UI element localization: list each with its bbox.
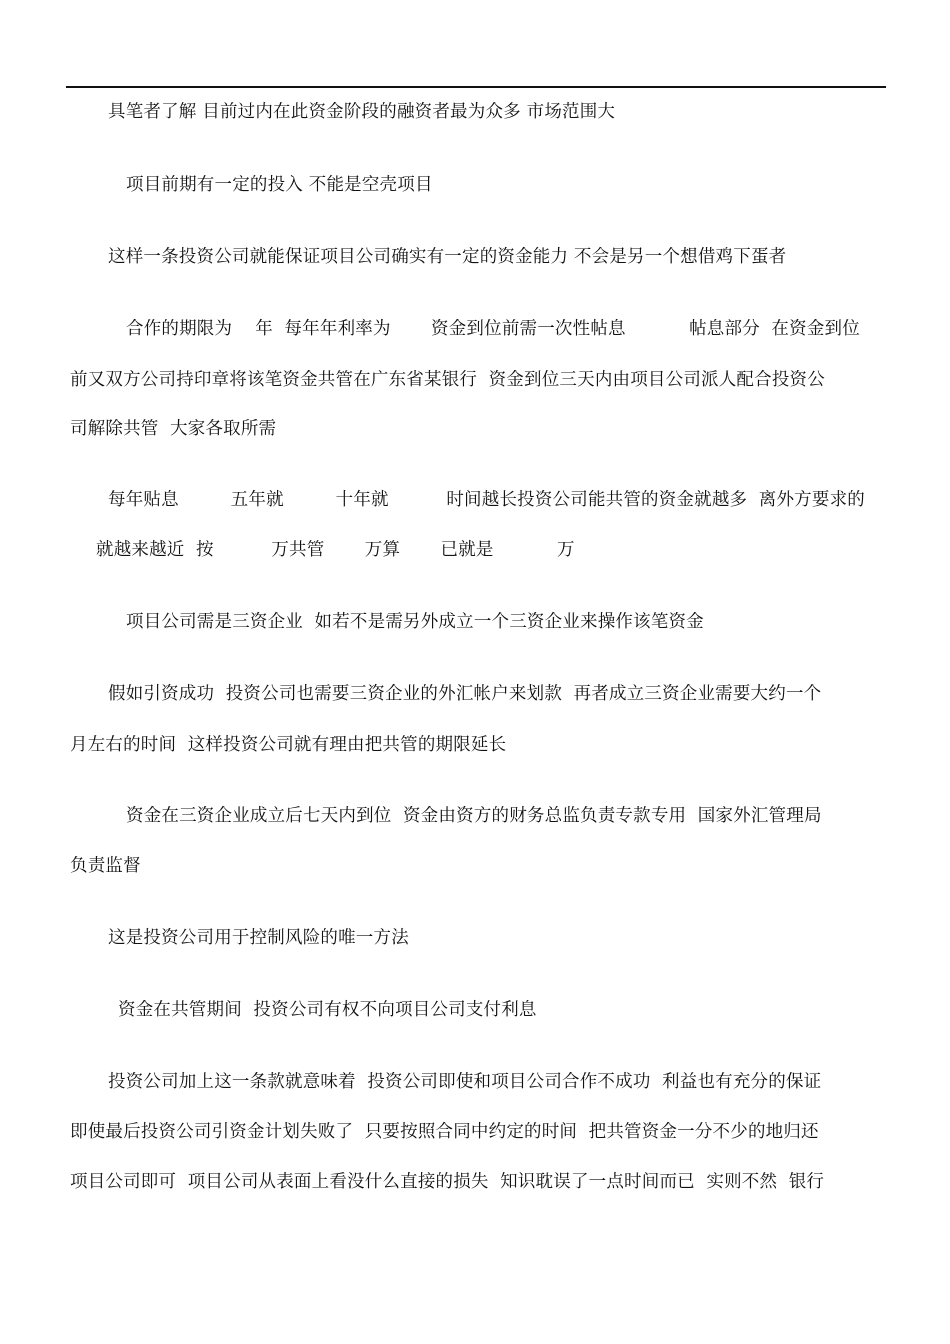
text-line: 即使最后投资公司引资金计划失败了 只要按照合同中约定的时间 把共管资金一分不少的地归还 — [70, 1122, 819, 1142]
text-line: 投资公司加上这一条款就意味着 投资公司即使和项目公司合作不成功 利益也有充分的保证 — [108, 1072, 822, 1092]
text-line: 资金在共管期间 投资公司有权不向项目公司支付利息 — [118, 1000, 537, 1020]
text-line: 资金在三资企业成立后七天内到位 资金由资方的财务总监负责专款专用 国家外汇管理局 — [126, 806, 822, 826]
text-line: 就越来越近 按 万共管 万算 已就是 万 — [96, 540, 575, 560]
text-line: 具笔者了解 目前过内在此资金阶段的融资者最为众多 市场范围大 — [108, 102, 616, 122]
text-line: 司解除共管 大家各取所需 — [70, 419, 277, 439]
text-line: 假如引资成功 投资公司也需要三资企业的外汇帐户来划款 再者成立三资企业需要大约一个 — [108, 684, 822, 704]
text-line: 合作的期限为 年 每年年利率为 资金到位前需一次性帖息 帖息部分 在资金到位 — [126, 319, 860, 339]
text-line: 前又双方公司持印章将该笔资金共管在广东省某银行 资金到位三天内由项目公司派人配合投资公 — [70, 370, 825, 390]
text-line: 每年贴息 五年就 十年就 时间越长投资公司能共管的资金就越多 离外方要求的 — [108, 490, 865, 510]
text-line: 项目公司需是三资企业 如若不是需另外成立一个三资企业来操作该笔资金 — [126, 612, 704, 632]
header-rule — [66, 86, 886, 88]
text-line: 这是投资公司用于控制风险的唯一方法 — [108, 928, 409, 948]
text-line: 这样一条投资公司就能保证项目公司确实有一定的资金能力 不会是另一个想借鸡下蛋者 — [108, 247, 787, 267]
text-line: 项目前期有一定的投入 不能是空壳项目 — [126, 175, 433, 195]
text-line: 负责监督 — [70, 856, 141, 876]
text-line: 月左右的时间 这样投资公司就有理由把共管的期限延长 — [70, 735, 507, 755]
text-line: 项目公司即可 项目公司从表面上看没什么直接的损失 知识耽误了一点时间而已 实则不然 银行 — [70, 1172, 825, 1192]
